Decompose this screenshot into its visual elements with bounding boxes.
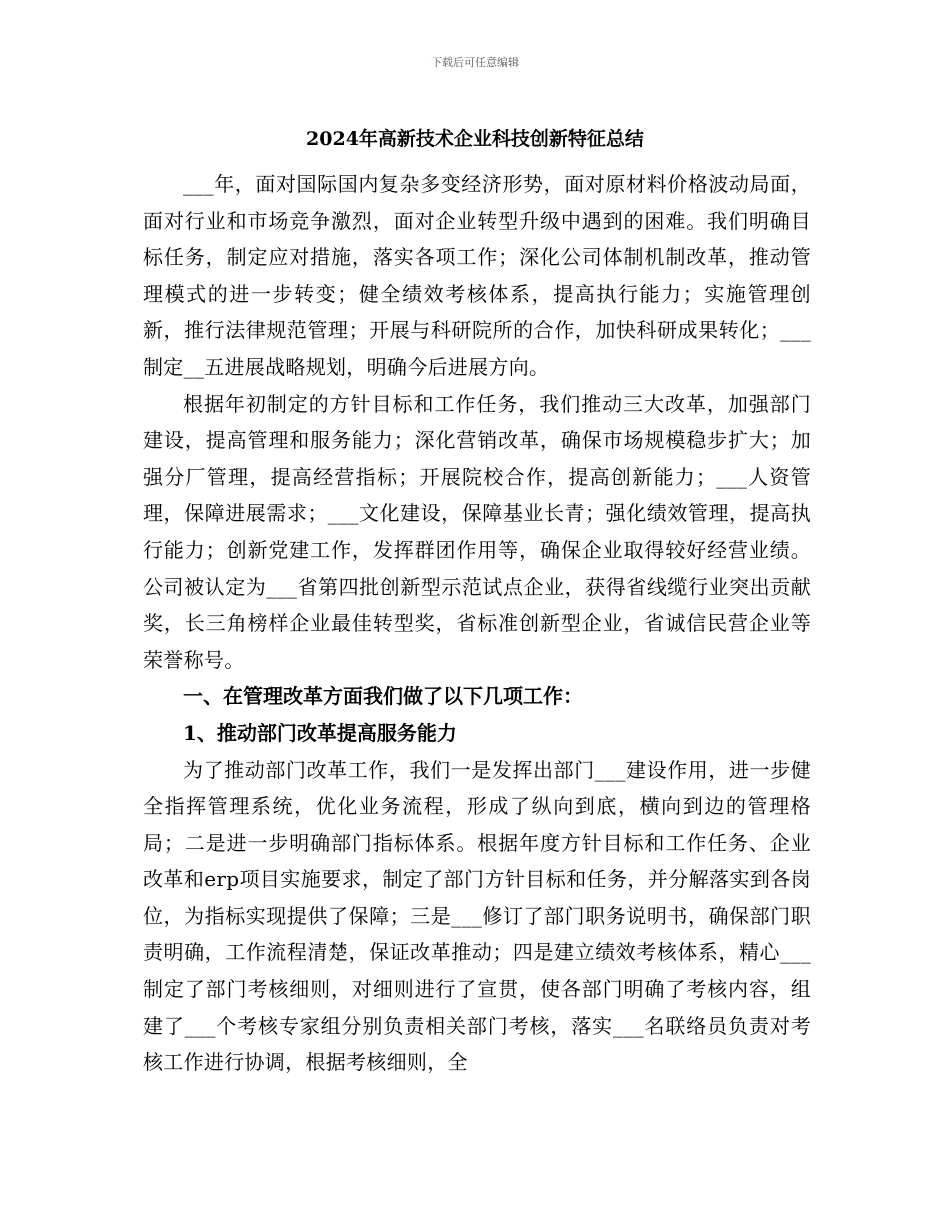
page-header-note: 下载后可任意编辑 bbox=[431, 56, 519, 69]
section-heading: 一、在管理改革方面我们做了以下几项工作： bbox=[183, 684, 583, 709]
body-paragraph-2: 根据年初制定的方针目标和工作任务，我们推动三大改革，加强部门建设，提高管理和服务能力；深化营销改革，确保市场规模稳步扩大；加强分厂管理，提高经营指标；开展院校合作，提高创新能力；___人资管理，保障进展需求；___文化建设，保障基业长青；强化绩效管理，提高执行能力；创新党建工作，发挥群团作用等，确保企业取得较好经营业绩。公司被认定为___省第四批创新型示范试点企业，获得省线缆行业突出贡献奖，长三角榜样企业最佳转型奖，省标准创新型企业，省诚信民营企业等荣誉称号。 bbox=[143, 391, 811, 672]
body-paragraph-1: ___年，面对国际国内复杂多变经济形势，面对原材料价格波动局面，面对行业和市场竞争激烈，面对企业转型升级中遇到的困难。我们明确目标任务，制定应对措施，落实各项工作；深化公司体制机制改革，推动管理模式的进一步转变；健全绩效考核体系，提高执行能力；实施管理创新，推行法律规范管理；开展与科研院所的合作，加快科研成果转化；___制定__五进展战略规划，明确今后进展方向。 bbox=[143, 172, 811, 379]
document-title: 2024年高新技术企业科技创新特征总结 bbox=[306, 128, 644, 150]
subsection-heading: 1、推动部门改革提高服务能力 bbox=[183, 720, 457, 745]
document-body bbox=[143, 166, 811, 1081]
subsection-paragraph: 为了推动部门改革工作，我们一是发挥出部门___建设作用，进一步健全指挥管理系统，优化业务流程，形成了纵向到底，横向到边的管理格局；二是进一步明确部门指标体系。根据年度方针目标和工作任务、企业改革和erp项目实施要求，制定了部门方针目标和任务，并分解落实到各岗位，为指标实现提供了保障；三是___修订了部门职务说明书，确保部门职责明确，工作流程清楚，保证改革推动；四是建立绩效考核体系，精心___制定了部门考核细则，对细则进行了宣贯，使各部门明确了考核内容，组建了___个考核专家组分别负责相关部门考核，落实___名联络员负责对考核工作进行协调，根据考核细则，全 bbox=[143, 757, 811, 1075]
